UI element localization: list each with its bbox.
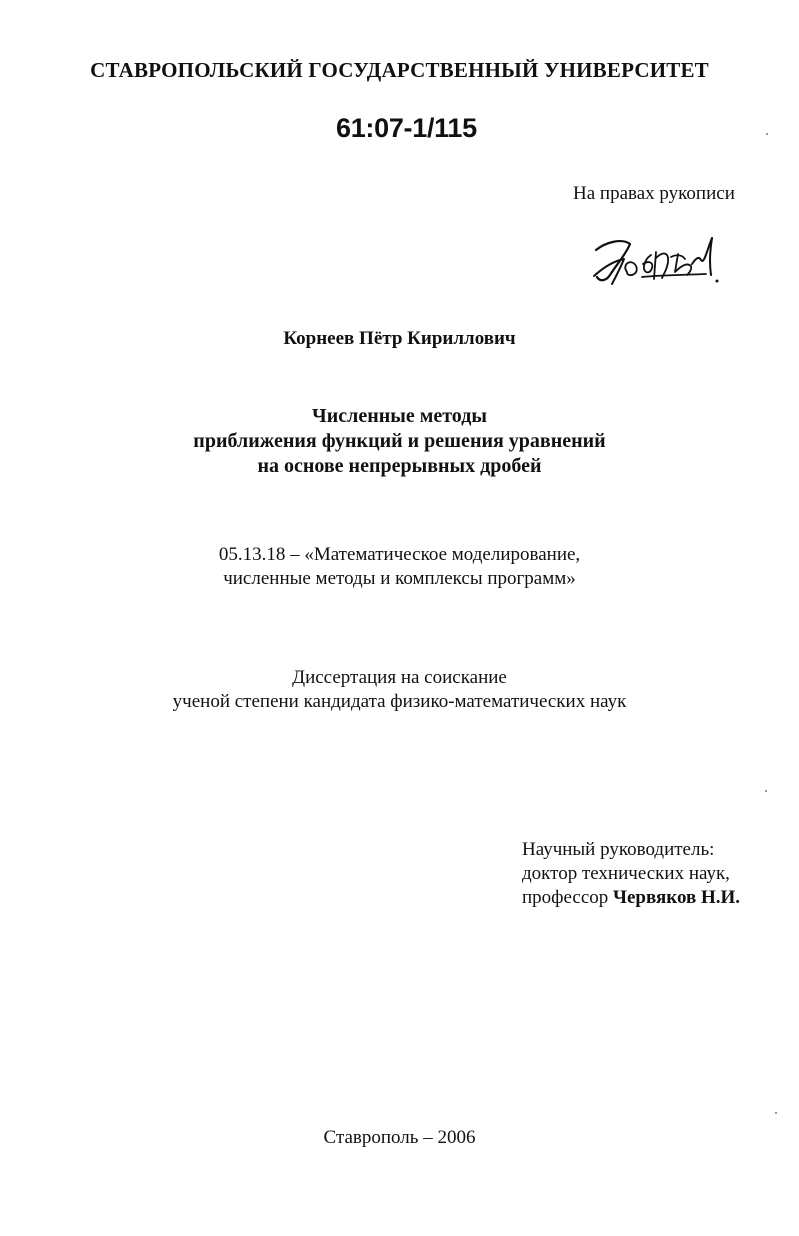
supervisor-label: Научный руководитель: xyxy=(522,839,715,860)
supervisor-degree: доктор технических наук, xyxy=(522,863,730,884)
supervisor-name: Червяков Н.И. xyxy=(613,887,741,908)
signature-stroke xyxy=(692,238,712,264)
signature-underline xyxy=(642,274,706,277)
author-name: Корнеев Пётр Кириллович xyxy=(283,328,516,349)
signature-dot xyxy=(716,280,719,283)
specialty xyxy=(0,543,799,591)
degree-line: Диссертация на соискание xyxy=(292,667,507,688)
supervisor-title-line xyxy=(522,886,740,910)
degree-statement xyxy=(0,666,799,714)
specialty-line: численные методы и комплексы программ» xyxy=(223,568,576,589)
title-line: на основе непрерывных дробей xyxy=(257,455,542,477)
scientific-supervisor xyxy=(522,838,740,910)
signature-stroke xyxy=(596,241,630,280)
signature-image xyxy=(588,230,728,292)
library-code: 61:07-1/115 xyxy=(336,113,477,143)
degree-line: ученой степени кандидата физико-математических наук xyxy=(172,691,627,712)
signature-stroke xyxy=(625,262,637,275)
specialty-line: 05.13.18 – «Математическое моделирование, xyxy=(218,544,581,565)
dissertation-title xyxy=(0,404,799,479)
scan-mark xyxy=(766,133,768,135)
scan-mark xyxy=(765,790,767,792)
title-line: приближения функций и решения уравнений xyxy=(193,430,606,452)
city-year: Ставрополь – 2006 xyxy=(323,1127,476,1148)
supervisor-title: профессор xyxy=(522,887,614,908)
signature-stroke xyxy=(671,254,691,275)
university-name: СТАВРОПОЛЬСКИЙ ГОСУДАРСТВЕННЫЙ УНИВЕРСИТЕТ xyxy=(90,58,709,82)
signature-stroke xyxy=(710,238,712,275)
scan-mark xyxy=(775,1112,777,1114)
signature-stroke xyxy=(643,255,652,272)
manuscript-note: На правах рукописи xyxy=(573,183,735,204)
title-line: Численные методы xyxy=(312,405,487,427)
